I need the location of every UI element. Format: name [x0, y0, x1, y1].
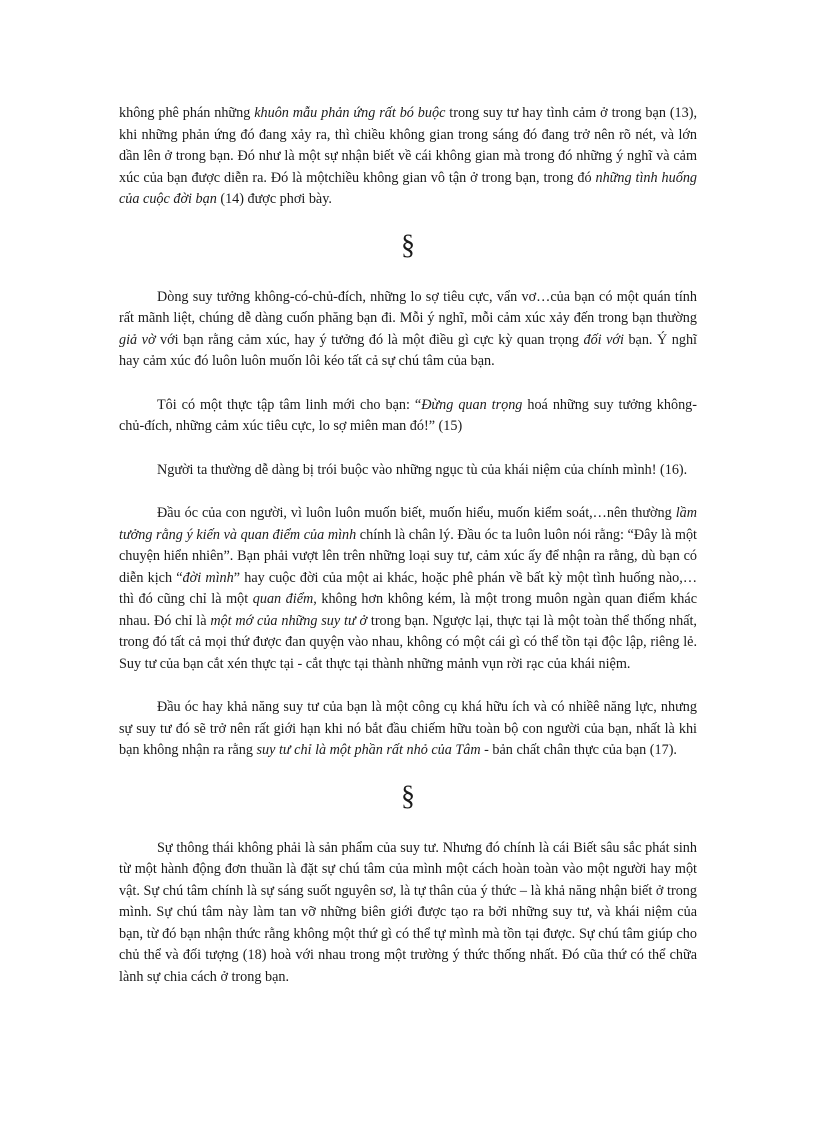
- section-mark: §: [401, 780, 415, 812]
- paragraph-7: Sự thông thái không phải là sản phẩm của suy tư. Nhưng đó chính là cái Biết sâu sắc phát sinh từ một hành động đơn thuần là đặt sự chú tâm của mình một cách hoàn toàn vào một người hay một vật. Sự chú tâm chính là sự sáng suốt nguyên sơ, là tự thân của ý thức – là khả năng nhận biết ở trong mình. Sự chú tâm này làm tan vỡ những biên giới được tạo ra bởi những suy tư, và khái niệm của bạn, từ đó bạn nhận thức rằng không một thứ gì có thể tự mình mà tồn tại được. Sự chú tâm giúp cho chủ thể và đối tượng (18) hoà với nhau trong một trường ý thức thống nhất. Đó cũa thứ có thể chữa lành sự chia cách ở trong bạn.: [119, 839, 697, 985]
- italic-run: quan điểm: [252, 591, 314, 607]
- text-run: Tôi có một thực tập tâm linh mới cho bạn: “: [157, 396, 422, 413]
- text-run: (14) được phơi bày.: [216, 191, 332, 207]
- text-run: trong suy tư hay tình cảm ở trong bạn (13), khi những phản ứng đó đang xảy ra, thì chiều không gian trong sáng đó đang trở nên rõ nét, và lớn dần lên ở trong bạn. Đó như là một sự nhận biết về cái không gian mà trong đó những ý nghĩ và cảm xúc của bạn được diễn ra. Đó là mộtchiều không gian vô tận ở trong bạn, trong đó: [119, 105, 697, 186]
- text-run: không phê phán những: [119, 105, 255, 121]
- paragraph-6: [119, 697, 697, 762]
- paragraph-2: [119, 287, 697, 373]
- text-run: bạn. Ý nghĩ hay cảm xúc đó luôn luôn muốn lôi kéo tất cả sự chú tâm của bạn.: [119, 331, 697, 369]
- italic-run: Đừng quan trọng: [421, 396, 523, 413]
- italic-run: khuôn mẫu phản ứng rất bó buộc: [254, 105, 446, 121]
- italic-run: lầm tưởng rằng ý kiến và quan điểm của mình: [119, 505, 697, 543]
- text-run: ” hay cuộc đời của một ai khác, hoặc phê phán về bất kỳ một tình huống nào,…thì đó cũng chỉ là một: [119, 569, 698, 607]
- text-run: trong bạn. Ngược lại, thực tại là một toàn thể thống nhất, trong đó tất cả mọi thứ được đan quyện vào nhau, không có một cái gì có thể tồn tại độc lập, riêng lẻ. Suy tư của bạn cắt xén thực tại - cắt thực tại thành những mảnh vụn rời rạc của khái niệm.: [119, 612, 697, 672]
- italic-run: những tình huống của cuộc đời bạn: [119, 169, 698, 207]
- italic-run: đối với: [583, 331, 624, 348]
- paragraph-4: Người ta thường dễ dàng bị trói buộc vào những ngục tù của khái niệm của chính mình! (16).: [157, 461, 688, 478]
- text-run: , không hơn không kém, là một trong muôn ngàn quan điểm khác nhau. Đó chỉ là: [119, 591, 697, 629]
- text-run: hoá những suy tưởng không-chủ-đích, những cảm xúc tiêu cực, lo sợ miên man đó!” (15): [119, 396, 697, 434]
- paragraph-5: [119, 503, 697, 675]
- paragraph-3: [119, 395, 697, 438]
- text-run: Dòng suy tưởng không-có-chủ-đích, những lo sợ tiêu cực, vẩn vơ…của bạn có một quán tính rất mãnh liệt, chúng dễ dàng cuốn phăng bạn đi. Mỗi ý nghĩ, mỗi cảm xúc xảy đến trong bạn thường: [119, 288, 697, 326]
- paragraph-1: [119, 103, 697, 211]
- text-run: chính là chân lý. Đầu óc ta luôn luôn nói rằng: “Đây là một chuyện hiển nhiên”. Bạn phải vượt lên trên những loại suy tư, cảm xúc ấy để nhận ra rằng, dù bạn có diễn kịch “: [119, 526, 698, 586]
- text-run: với bạn rằng cảm xúc, hay ý tưởng đó là một điều gì cực kỳ quan trọng: [155, 331, 584, 348]
- italic-run: đời mình: [182, 569, 234, 586]
- text-run: - bản chất chân thực của bạn (17).: [480, 742, 677, 758]
- text-run: Đầu óc của con người, vì luôn luôn muốn biết, muốn hiểu, muốn kiểm soát,…nên thường: [157, 505, 676, 521]
- section-mark: §: [401, 229, 415, 261]
- italic-run: một mớ của những suy tư ở: [210, 612, 368, 629]
- italic-run: suy tư chỉ là một phần rất nhỏ của Tâm: [256, 742, 481, 758]
- italic-run: giả vờ: [119, 331, 156, 348]
- text-run: Đầu óc hay khả năng suy tư của bạn là một công cụ khá hữu ích và có nhiềê năng lực, nhưng sự suy tư đó sẽ trở nên rất giới hạn khi nó bắt đầu chiếm hữu toàn bộ con người của bạn, nhất là khi bạn không nhận ra rằng: [119, 699, 697, 758]
